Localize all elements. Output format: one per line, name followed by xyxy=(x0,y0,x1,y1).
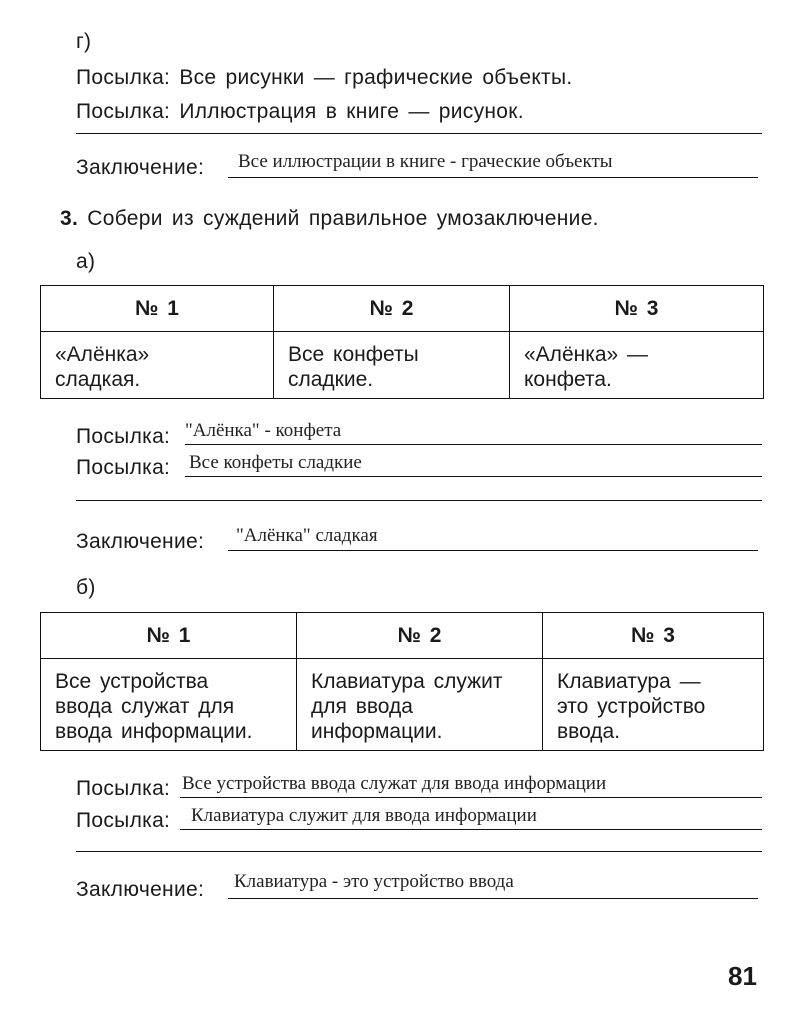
premise-text: Все рисунки — графические объекты. xyxy=(179,66,573,89)
b-premise-1-label: Посылка: xyxy=(76,777,171,800)
part-a-label: а) xyxy=(76,250,96,273)
part-a-table xyxy=(40,285,764,399)
answer-line xyxy=(228,898,758,899)
answer-line xyxy=(185,476,762,477)
a-conclusion-answer[interactable]: "Алёнка" сладкая xyxy=(236,525,378,546)
column-header: № 1 xyxy=(41,286,274,332)
statement-cell-3: Клавиатура — это устройство ввода. xyxy=(543,659,764,751)
answer-line xyxy=(185,444,762,445)
statement-cell-2: Все конфеты сладкие. xyxy=(274,332,510,399)
answer-line xyxy=(228,177,758,178)
b-conclusion-answer[interactable]: Клавиатура - это устройство ввода xyxy=(234,871,514,892)
statement-cell-2: Клавиатура служит для ввода информации. xyxy=(297,659,543,751)
premise-label: Посылка: xyxy=(76,100,171,123)
a-conclusion-label: Заключение: xyxy=(76,530,205,553)
premise-text: Иллюстрация в книге — рисунок. xyxy=(179,100,524,123)
task-number: 3. xyxy=(60,207,79,230)
task-3-heading xyxy=(60,207,599,231)
divider-line xyxy=(76,851,762,852)
b-conclusion-label: Заключение: xyxy=(76,878,205,901)
section-label-g: г) xyxy=(76,30,92,53)
part-b-label: б) xyxy=(76,576,96,599)
g-conclusion-label: Заключение: xyxy=(76,156,205,179)
column-header: № 3 xyxy=(543,613,764,659)
premise-label: Посылка: xyxy=(76,66,171,89)
g-premise-2 xyxy=(76,100,524,124)
divider-line xyxy=(76,500,762,501)
a-premise-2-answer[interactable]: Все конфеты сладкие xyxy=(189,452,362,473)
column-header: № 1 xyxy=(41,613,297,659)
page-number: 81 xyxy=(728,961,757,991)
statement-cell-1: Все устройства ввода служат для ввода информации. xyxy=(41,659,297,751)
column-header: № 2 xyxy=(297,613,543,659)
b-premise-2-answer[interactable]: Клавиатура служит для ввода информации xyxy=(191,805,537,826)
answer-line xyxy=(180,797,762,798)
column-header: № 2 xyxy=(274,286,510,332)
b-premise-2-label: Посылка: xyxy=(76,809,171,832)
answer-line xyxy=(228,550,758,551)
answer-line xyxy=(180,829,762,830)
statement-cell-3: «Алёнка» — конфета. xyxy=(510,332,764,399)
g-conclusion-answer[interactable]: Все иллюстрации в книге - граческие объекты xyxy=(238,151,613,172)
a-premise-2-label: Посылка: xyxy=(76,456,171,479)
divider-line xyxy=(76,133,762,134)
b-premise-1-answer[interactable]: Все устройства ввода служат для ввода информации xyxy=(182,773,607,794)
part-b-table xyxy=(40,612,764,751)
a-premise-1-label: Посылка: xyxy=(76,425,171,448)
a-premise-1-answer[interactable]: "Алёнка" - конфета xyxy=(185,420,342,441)
task-text: Собери из суждений правильное умозаключение. xyxy=(87,207,599,230)
statement-cell-1: «Алёнка» сладкая. xyxy=(41,332,274,399)
column-header: № 3 xyxy=(510,286,764,332)
g-premise-1 xyxy=(76,66,573,90)
